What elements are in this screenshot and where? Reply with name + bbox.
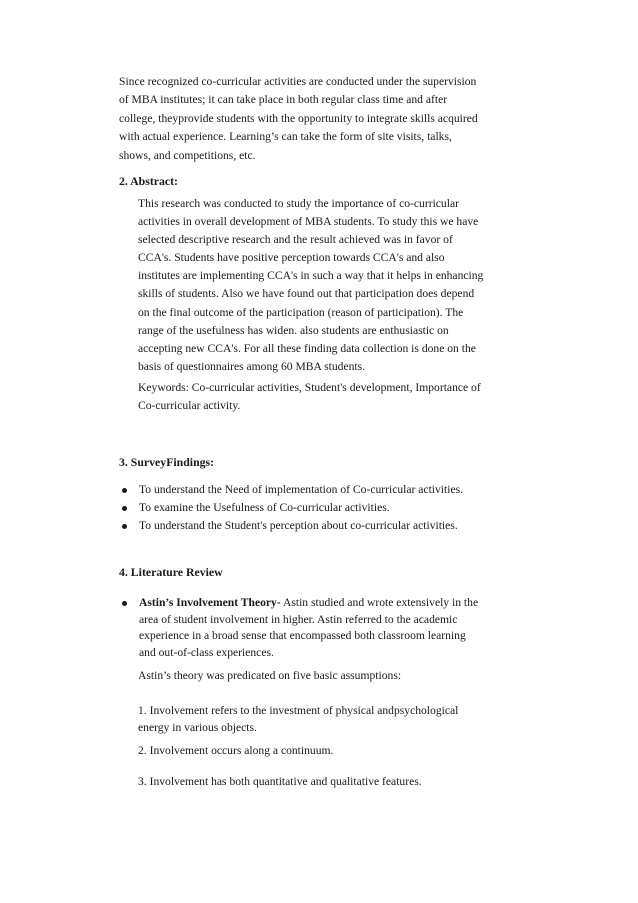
theory-line: and out-of-class experiences. [139,645,274,659]
assumption-3: 3. Involvement has both quantitative and qualitative features. [138,775,422,788]
abstract-line: basis of questionnaires among 60 MBA students. [138,359,366,373]
list-item-text: To understand the Student's perception about co-curricular activities. [139,519,458,532]
literature-heading: 4. Literature Review [119,565,223,579]
list-item [119,595,529,661]
list-item [119,499,529,517]
abstract-line: activities in overall development of MBA students. To study this we have [138,215,479,229]
keywords-line: Keywords: Co-curricular activities, Student's development, Importance of [138,381,481,394]
bullet-icon [122,601,127,606]
literature-list [119,595,529,661]
abstract-line: This research was conducted to study the importance of co-curricular [138,197,459,210]
theory-line: area of student involvement in higher. Astin referred to the academic [139,612,458,626]
theory-text: Astin studied and wrote extensively in the [280,596,479,609]
bullet-icon [122,488,127,493]
bullet-icon [122,524,127,529]
list-item [119,517,529,535]
assumption-line: 1. Involvement refers to the investment of physical andpsychological [138,704,459,717]
abstract-line: institutes are implementing CCA's in such a way that it helps in enhancing [138,269,484,283]
intro-line: Since recognized co-curricular activities are conducted under the supervision [119,75,477,88]
intro-line: college, theyprovide students with the opportunity to integrate skills acquired [119,111,478,125]
abstract-line: range of the usefulness has widen. also students are enthusiastic on [138,323,449,337]
list-item [119,481,529,499]
survey-heading: 3. SurveyFindings: [119,455,215,469]
abstract-line: on the final outcome of the participation (reason of participation). The [138,305,464,319]
list-item-text: To understand the Need of implementation of Co-curricular activities. [139,483,464,496]
bullet-icon [122,506,127,511]
keywords-paragraph [138,379,526,415]
intro-paragraph [119,73,524,165]
theory-line: experience in a broad sense that encompassed both classroom learning [139,629,466,643]
survey-list [119,481,529,535]
abstract-line: CCA's. Students have positive perception towards CCA's and also [138,251,445,265]
abstract-line: accepting new CCA's. For all these finding data collection is done on the [138,341,476,355]
predicated-text: Astin’s theory was predicated on five basic assumptions: [138,669,402,682]
abstract-line: selected descriptive research and the result achieved was in favor of [138,233,453,247]
abstract-line: skills of students. Also we have found out that participation does depend [138,287,475,301]
abstract-paragraph [138,195,526,376]
list-item-text: To examine the Usefulness of Co-curricular activities. [139,501,390,514]
intro-line: shows, and competitions, etc. [119,148,256,162]
abstract-heading: 2. Abstract: [119,174,178,188]
keywords-line: Co-curricular activity. [138,399,241,413]
theory-title: Astin’s Involvement Theory- [139,596,281,609]
assumption-1 [138,703,528,736]
assumption-line: energy in various objects. [138,720,257,734]
intro-line: with actual experience. Learning’s can take the form of site visits, talks, [119,130,452,144]
intro-line: of MBA institutes; it can take place in both regular class time and after [119,93,448,107]
assumption-2: 2. Involvement occurs along a continuum. [138,744,334,757]
